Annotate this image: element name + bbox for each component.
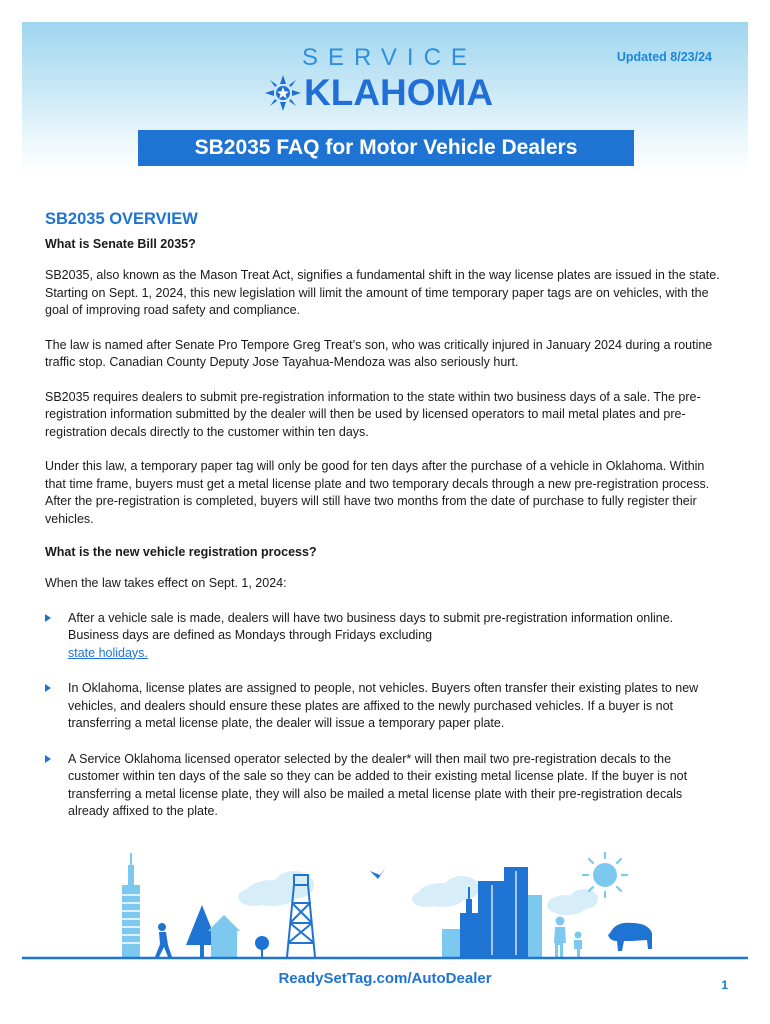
logo-service-text: SERVICE	[302, 44, 477, 71]
process-bullet-list	[45, 610, 725, 821]
main-content	[45, 210, 725, 839]
bullet-3-text: A Service Oklahoma licensed operator selected by the dealer* will then mail two pre-registration decals to the customer within ten days of the sale so they can be added to their existing metal license plate. If the buyer is not transferring a metal license plate, they will also be mailed a metal license plate with their pre-registration decals already affixed to the plate.	[68, 751, 688, 818]
service-oklahoma-logo	[264, 72, 493, 114]
overview-heading: SB2035 OVERVIEW	[45, 210, 198, 228]
bullet-triangle-icon	[45, 684, 51, 692]
overview-paragraph-4: Under this law, a temporary paper tag will only be good for ten days after the purchase of a vehicle in Oklahoma. Within that time frame, buyers must get a metal license plate and two temporary decals through a new pre-registration process. After the pre-registration is completed, buyers will still have two months from the date of purchase to fully register their vehicles.	[45, 459, 710, 526]
list-item	[45, 680, 725, 733]
process-intro: When the law takes effect on Sept. 1, 2024:	[45, 576, 287, 590]
overview-paragraph-2: The law is named after Senate Pro Tempore Greg Treat’s son, who was critically injured in January 2024 during a routine traffic stop. Canadian County Deputy Jose Tayahua-Mendoza was also seriously hurt.	[45, 337, 713, 369]
overview-paragraph-1: SB2035, also known as the Mason Treat Act, signifies a fundamental shift in the way license plates are issued in the state. Starting on Sept. 1, 2024, this new legislation will limit the amount of time temporary paper tags are on vehicles, with the goal of improving road safety and compliance.	[45, 268, 720, 317]
state-holidays-link[interactable]: state holidays.	[68, 645, 148, 660]
overview-paragraph-3: SB2035 requires dealers to submit pre-registration information to the state within two business days of a sale. The pre-registration information submitted by the dealer will then be used by licensed operators to mail metal plates and pre-registration decals directly to the customer within ten days.	[45, 389, 701, 439]
oklahoma-star-emblem-icon	[264, 74, 302, 112]
list-item	[45, 610, 725, 663]
logo-oklahoma-text: KLAHOMA	[304, 72, 494, 113]
bullet-triangle-icon	[45, 614, 51, 622]
bullet-triangle-icon	[45, 755, 51, 763]
list-item	[45, 751, 725, 821]
page-number: 1	[721, 978, 728, 992]
question-senate-bill: What is Senate Bill 2035?	[45, 237, 196, 251]
updated-date: Updated 8/23/24	[616, 50, 712, 64]
bullet-2-text: In Oklahoma, license plates are assigned to people, not vehicles. Buyers often transfer their existing plates to new vehicles, and dealers should ensure these plates are affixed to the newly purchased vehicles. If a buyer is not transferring a metal license plate, the dealer will issue a temporary paper plate.	[68, 681, 699, 730]
bullet-1-text: After a vehicle sale is made, dealers will have two business days to submit pre-registration information online. Business days are defined as Mondays through Fridays excluding	[68, 610, 674, 642]
footer-url-link[interactable]: ReadySetTag.com/AutoDealer	[278, 970, 492, 987]
question-registration-process: What is the new vehicle registration process?	[45, 545, 317, 559]
page-title: SB2035 FAQ for Motor Vehicle Dealers	[138, 130, 634, 166]
oklahoma-skyline-illustration	[22, 845, 748, 965]
